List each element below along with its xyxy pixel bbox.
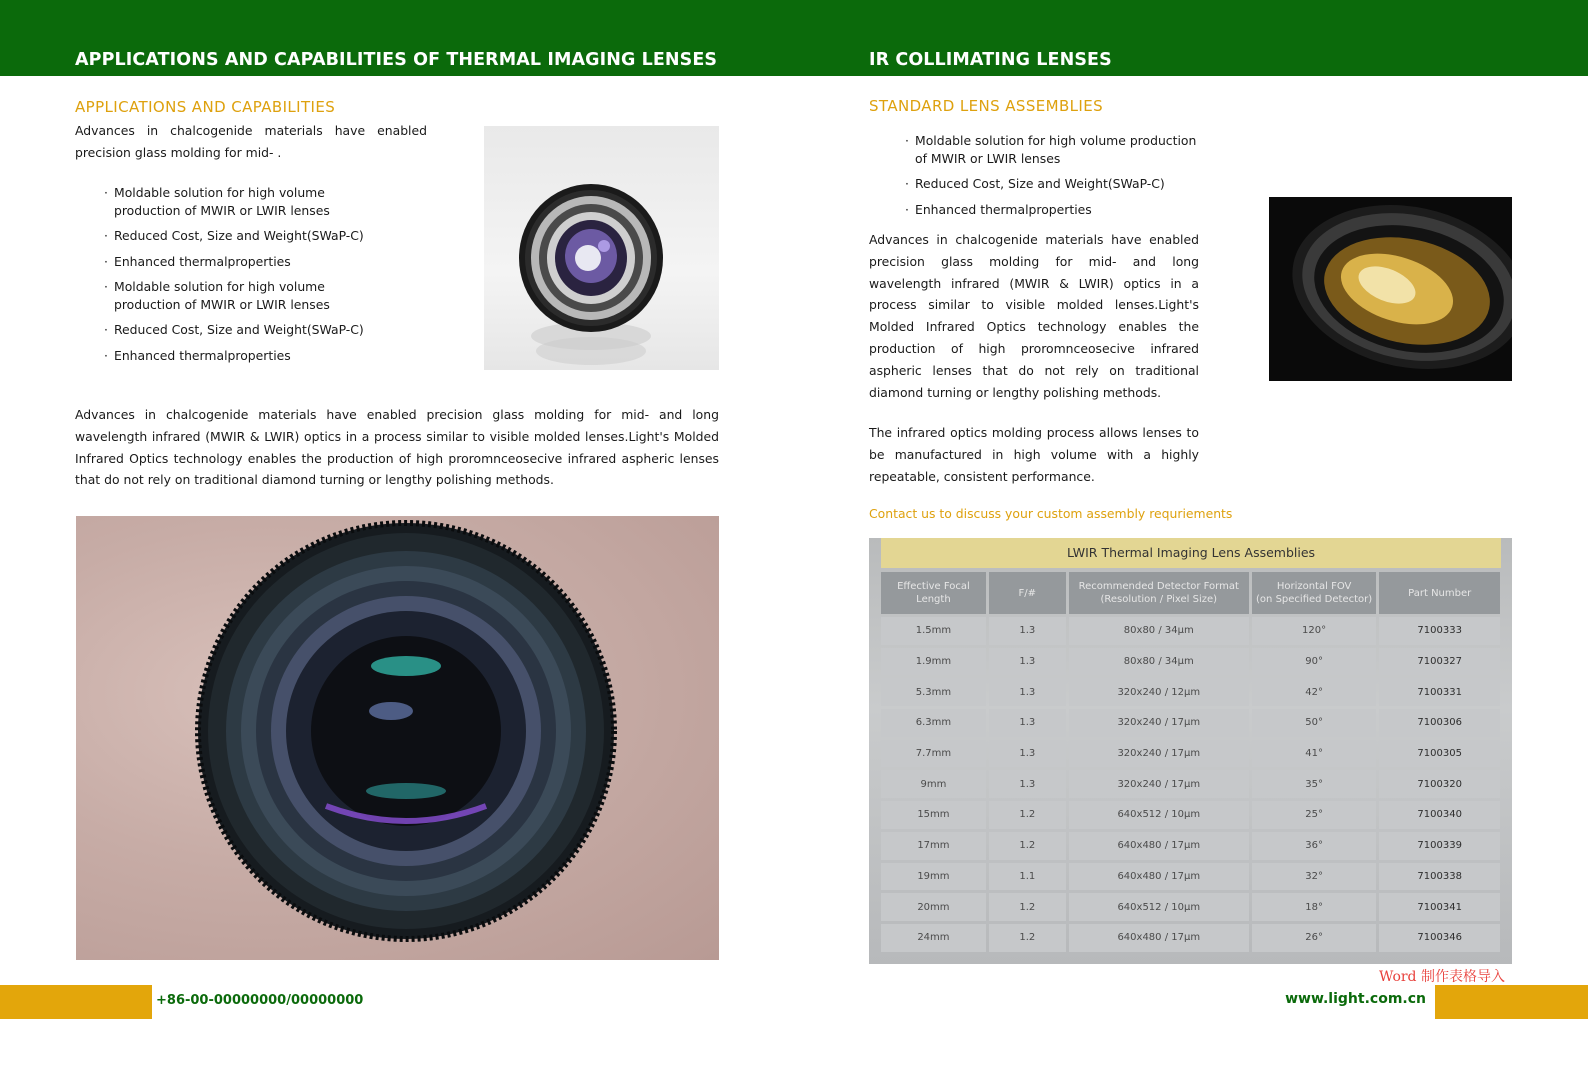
footer-phone: +86-00-00000000/00000000 bbox=[156, 993, 364, 1008]
footer-website-link[interactable]: www.light.com.cn bbox=[1285, 991, 1426, 1007]
table-header-row bbox=[881, 572, 1500, 614]
table-row: 1.5mm 1.3 80x80 / 34μm 120° 7100333 bbox=[881, 617, 1500, 645]
right-body-text-2: The infrared optics molding process allows lenses to be manufactured in high volume with a highly repeatable, consistent performance. bbox=[869, 425, 1199, 484]
list-item: · Reduced Cost, Size and Weight(SWaP-C) bbox=[905, 176, 1165, 191]
table-row: 24mm 1.2 640x480 / 17μm 26° 7100346 bbox=[881, 924, 1500, 952]
list-item: · Enhanced thermalproperties bbox=[104, 253, 291, 269]
gold-lens-photo bbox=[1269, 197, 1512, 381]
column-header: Part Number bbox=[1379, 572, 1500, 614]
watermark-text: Word 制作表格导入 bbox=[1379, 969, 1505, 985]
list-item: · Enhanced thermalproperties bbox=[905, 201, 1092, 217]
list-item: · Moldable solution for high volume production of MWIR or LWIR lenses bbox=[104, 185, 330, 218]
right-bullet-list bbox=[905, 132, 1205, 226]
left-bullet-list bbox=[104, 184, 394, 372]
column-header: Effective Focal Length bbox=[881, 572, 986, 614]
table-row: 17mm 1.2 640x480 / 17μm 36° 7100339 bbox=[881, 832, 1500, 860]
lens-front-illustration bbox=[76, 516, 719, 960]
list-item: · Reduced Cost, Size and Weight(SWaP-C) bbox=[104, 228, 364, 243]
table-row: 1.9mm 1.3 80x80 / 34μm 90° 7100327 bbox=[881, 648, 1500, 676]
left-intro-text: Advances in chalcogenide materials have enabled precision glass molding for mid- . bbox=[75, 123, 427, 160]
column-header: Recommended Detector Format (Resolution / Pixel Size) bbox=[1069, 572, 1249, 614]
list-item: · Reduced Cost, Size and Weight(SWaP-C) bbox=[104, 322, 364, 337]
lens-side-photo bbox=[484, 126, 719, 370]
column-header: F/# bbox=[989, 572, 1066, 614]
lens-assemblies-table bbox=[869, 538, 1512, 964]
footer-right-bar bbox=[1435, 985, 1588, 1019]
table-row: 6.3mm 1.3 320x240 / 17μm 50° 7100306 bbox=[881, 709, 1500, 737]
table-row: 15mm 1.2 640x512 / 10μm 25° 7100340 bbox=[881, 801, 1500, 829]
lens-side-illustration bbox=[484, 126, 719, 370]
table-row: 7.7mm 1.3 320x240 / 17μm 41° 7100305 bbox=[881, 740, 1500, 768]
table-row: 20mm 1.2 640x512 / 10μm 18° 7100341 bbox=[881, 893, 1500, 921]
column-header: Horizontal FOV (on Specified Detector) bbox=[1252, 572, 1377, 614]
list-item: · Enhanced thermalproperties bbox=[104, 347, 291, 363]
right-section-title: STANDARD LENS ASSEMBLIES bbox=[869, 97, 1104, 115]
right-page-title: IR COLLIMATING LENSES bbox=[869, 50, 1112, 70]
list-item: · Moldable solution for high volume production of MWIR or LWIR lenses bbox=[104, 279, 330, 312]
gold-lens-illustration bbox=[1269, 197, 1512, 381]
lens-table bbox=[878, 569, 1503, 955]
table-row: 19mm 1.1 640x480 / 17μm 32° 7100338 bbox=[881, 863, 1500, 891]
left-page-title: APPLICATIONS AND CAPABILITIES OF THERMAL IMAGING LENSES bbox=[75, 50, 718, 70]
left-body-text: Advances in chalcogenide materials have enabled precision glass molding for mid- and long wavelength infrared (MWIR & LWIR) optics in a process similar to visible molded lenses.Light's Molded Infrared Optics technology enables the production of high proromnceosecive infrared aspheric lenses that do not rely on traditional diamond turning or lengthy polishing methods. bbox=[75, 407, 719, 488]
left-section-title: APPLICATIONS AND CAPABILITIES bbox=[75, 98, 336, 116]
contact-prompt: Contact us to discuss your custom assembly requriements bbox=[869, 506, 1233, 521]
right-body-text: Advances in chalcogenide materials have enabled precision glass molding for mid- and long wavelength infrared (MWIR & LWIR) optics in a process similar to visible molded lenses.Light's Molded Infrared Optics technology enables the production of high proromnceosecive infrared aspheric lenses that do not rely on traditional diamond turning or lengthy polishing methods. bbox=[869, 232, 1199, 400]
table-title: LWIR Thermal Imaging Lens Assemblies bbox=[881, 538, 1501, 568]
table-row: 9mm 1.3 320x240 / 17μm 35° 7100320 bbox=[881, 770, 1500, 798]
table-row: 5.3mm 1.3 320x240 / 12μm 42° 7100331 bbox=[881, 678, 1500, 706]
lens-front-photo bbox=[76, 516, 719, 960]
list-item: · Moldable solution for high volume production of MWIR or LWIR lenses bbox=[905, 133, 1197, 166]
footer-left-bar bbox=[0, 985, 152, 1019]
